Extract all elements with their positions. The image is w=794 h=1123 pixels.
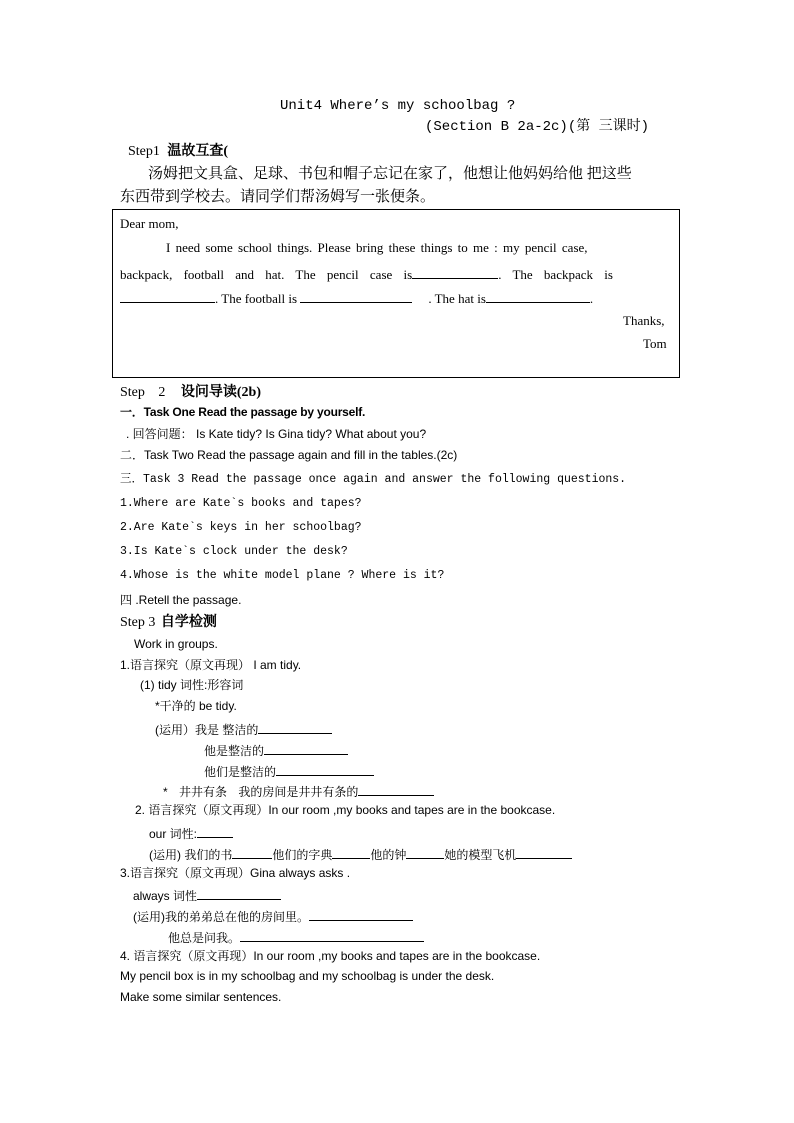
use3-blank[interactable] (276, 763, 374, 776)
step2-title (120, 386, 261, 400)
task-one: 一．Task One Read the passage by yourself. (120, 405, 366, 419)
item-1-meaning: *干净的 be tidy. (155, 699, 237, 713)
step3-heading: 自学检测 (160, 615, 217, 630)
note-line2-text: backpack, football and hat. The pencil case is (120, 267, 413, 282)
item-1-use2-text: 他是整洁的 (204, 744, 265, 758)
question-2: 2.Are Kate`s keys in her schoolbag? (120, 521, 362, 534)
item-2-use-a: (运用) 我们的书 (149, 848, 233, 862)
item-3-use2 (168, 929, 424, 944)
item-1-use2 (204, 742, 348, 757)
our-pos-blank[interactable] (197, 825, 233, 838)
work-in-groups: Work in groups. (134, 637, 218, 651)
note-signature: Tom (643, 336, 667, 351)
brother-room-blank[interactable] (309, 908, 413, 921)
note-line3-b: . The hat is (428, 291, 486, 306)
item-4: 4. 语言探究（原文再现）In our room ,my books and tapes are in the bookcase. (120, 949, 541, 963)
asks-me-blank[interactable] (240, 929, 424, 942)
step1-title (128, 145, 228, 159)
our-books-blank[interactable] (232, 846, 272, 859)
his-clock-blank[interactable] (406, 846, 444, 859)
item-2-use-c: 他的钟 (370, 848, 407, 862)
step3-label: Step 3 (120, 615, 156, 630)
step1-heading: 温故互查( (167, 144, 229, 159)
note-line2-end: . The backpack is (498, 267, 613, 282)
item-3-use1-text: (运用)我的弟弟总在他的房间里。 (133, 910, 309, 924)
always-pos-blank[interactable] (197, 887, 281, 900)
item-2-use (149, 846, 572, 861)
item-3-use2-text: 他总是问我。 (168, 931, 241, 945)
item-1-use3 (204, 763, 374, 778)
item-1-use3-text: 他们是整洁的 (204, 765, 277, 779)
page-subtitle: (Section B 2a-2c)(第 三课时) (425, 119, 650, 135)
backpack-blank[interactable] (120, 289, 215, 303)
task-two: 二．Task Two Read the passage again and fill in the tables.(2c) (120, 448, 458, 462)
item-2: 2. 语言探究（原文再现）In our room ,my books and tapes are in the bookcase. (135, 803, 556, 817)
item-1-idiom (163, 783, 434, 798)
use2-blank[interactable] (264, 742, 348, 755)
her-plane-blank[interactable] (516, 846, 572, 859)
item-2-our (149, 825, 233, 840)
step2-heading: 设问导读(2b) (180, 385, 262, 400)
item-2-our-text: our 词性: (149, 827, 198, 841)
note-line3-a: . The football is (215, 291, 298, 306)
question-4: 4.Whose is the white model plane ? Where is it? (120, 569, 445, 582)
pencil-case-blank[interactable] (412, 265, 498, 279)
their-dictionary-blank[interactable] (332, 846, 370, 859)
item-2-use-d: 她的模型飞机 (444, 848, 517, 862)
item-4-instruction: Make some similar sentences. (120, 990, 282, 1004)
item-1: 1.语言探究（原文再现） I am tidy. (120, 658, 302, 672)
step1-intro-line1: 汤姆把文具盒、足球、书包和帽子忘记在家了，他想让他妈妈给他 把这些 (148, 166, 632, 182)
item-3: 3.语言探究（原文再现）Gina always asks . (120, 866, 351, 880)
step1-intro-line2: 东西带到学校去。请同学们帮汤姆写一张便条。 (120, 189, 436, 205)
football-blank[interactable] (300, 289, 412, 303)
item-1-use1-text: (运用）我是 整洁的 (155, 723, 259, 737)
item-4-sentence: My pencil box is in my schoolbag and my schoolbag is under the desk. (120, 969, 495, 983)
use1-blank[interactable] (258, 721, 332, 734)
task-one-questions: . 回答问题： Is Kate tidy? Is Gina tidy? What about you? (126, 427, 427, 441)
item-1-idiom-text: * 井井有条 我的房间是井井有条的 (163, 785, 359, 799)
note-line2 (120, 265, 613, 281)
question-1: 1.Where are Kate`s books and tapes? (120, 497, 362, 510)
item-3-use1 (133, 908, 413, 923)
note-line3-end: . (589, 291, 594, 306)
item-3-always (133, 887, 281, 902)
note-line1: I need some school things. Please bring these things to me : my pencil case, (166, 240, 588, 255)
item-2-use-b: 他们的字典 (272, 848, 333, 862)
item-1-pos: (1) tidy 词性:形容词 (140, 678, 244, 692)
item-1-use1 (155, 721, 332, 736)
step1-label: Step1 (128, 144, 160, 159)
step3-title (120, 616, 217, 630)
item-3-always-text: always 词性 (133, 889, 198, 903)
note-thanks: Thanks, (623, 313, 665, 328)
idiom-blank[interactable] (358, 783, 434, 796)
task-three: 三．Task 3 Read the passage once again and answer the following questions. (120, 473, 627, 486)
question-3: 3.Is Kate`s clock under the desk? (120, 545, 348, 558)
note-greeting: Dear mom, (120, 216, 179, 231)
page-title: Unit4 Where’s my schoolbag ? (280, 98, 516, 114)
retell: 四 .Retell the passage. (120, 593, 242, 607)
step2-label: Step 2 (120, 385, 166, 400)
hat-blank[interactable] (486, 289, 590, 303)
note-line3 (120, 289, 593, 305)
